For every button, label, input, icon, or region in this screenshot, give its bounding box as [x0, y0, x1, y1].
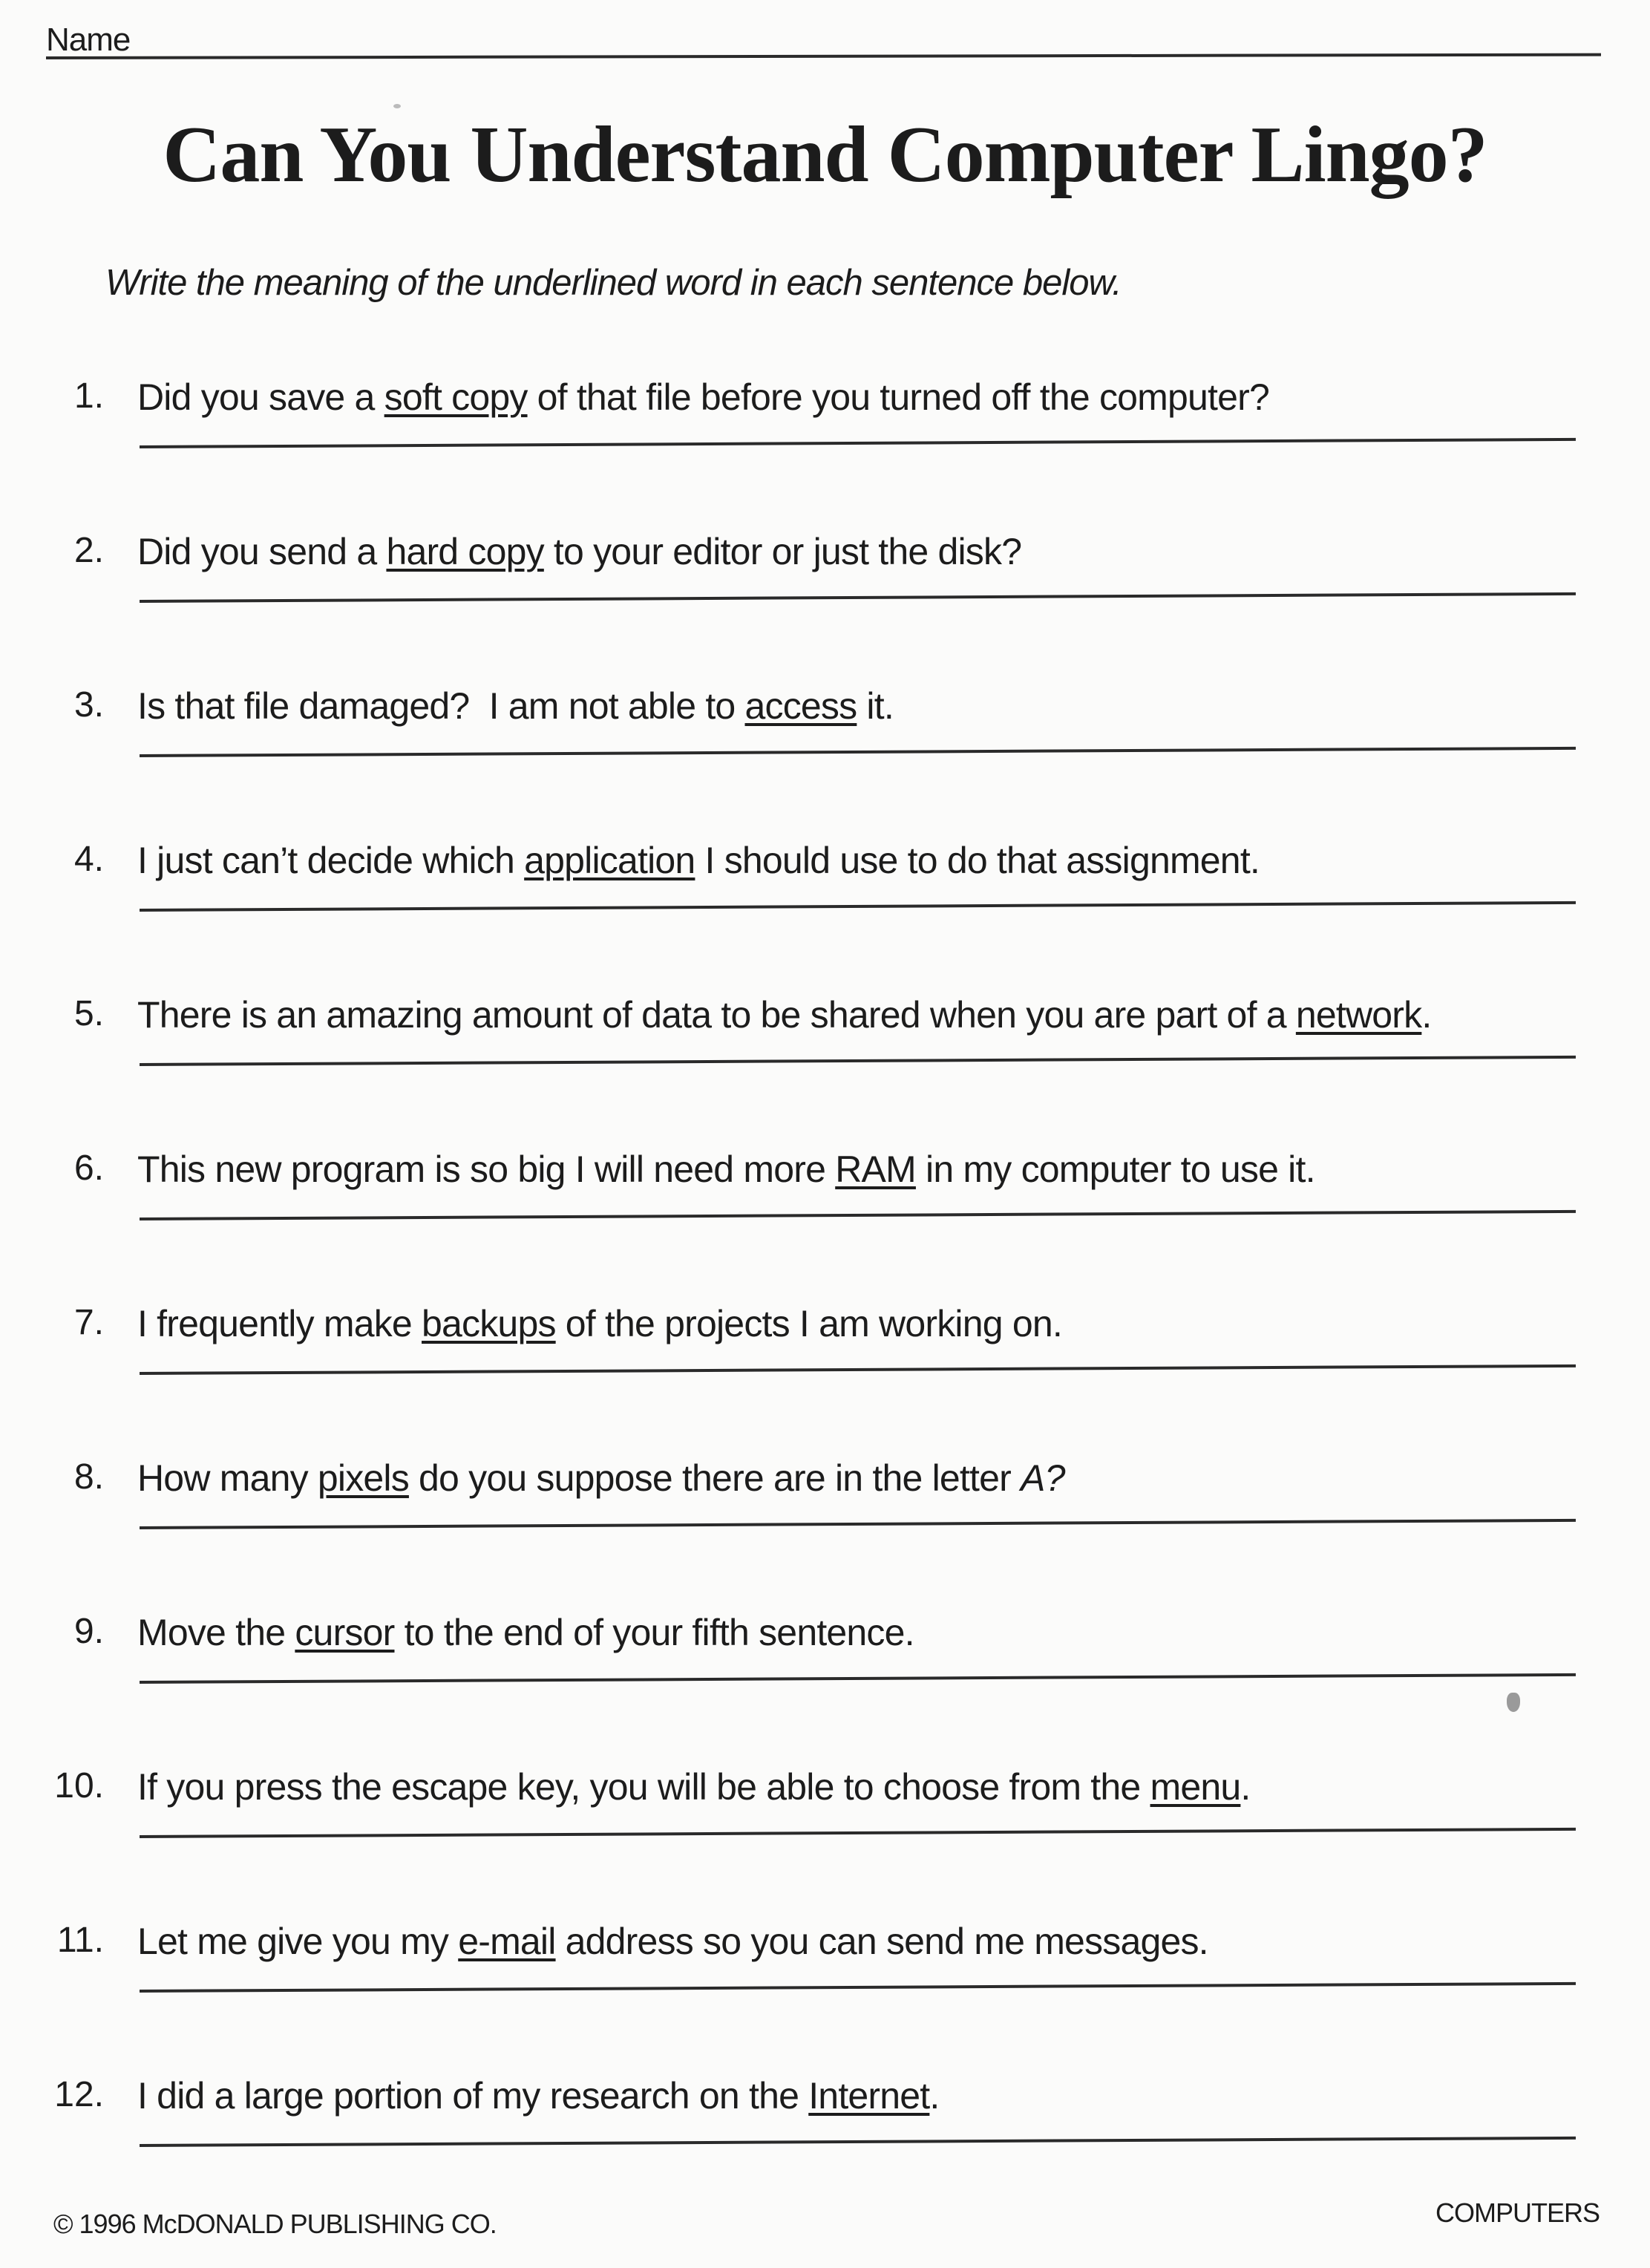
- answer-line[interactable]: [140, 1519, 1576, 1529]
- question-text-before: How many: [137, 1457, 318, 1499]
- question-text-before: I did a large portion of my research on the: [137, 2075, 809, 2117]
- question-text: [137, 1610, 914, 1655]
- question-text-after: to your editor or just the disk?: [543, 531, 1022, 572]
- answer-line[interactable]: [140, 901, 1576, 912]
- question-text: [137, 2073, 939, 2118]
- underlined-term: backups: [422, 1303, 556, 1344]
- answer-line[interactable]: [140, 1056, 1576, 1066]
- question-text-after: it.: [857, 685, 894, 727]
- question-item: [0, 1765, 1650, 1913]
- question-item: [0, 1919, 1650, 2068]
- underlined-term: soft copy: [384, 376, 528, 418]
- question-text-after: do you suppose there are in the letter: [408, 1457, 1021, 1499]
- question-text-after: address so you can send me messages.: [555, 1921, 1208, 1962]
- underlined-term: e-mail: [458, 1921, 556, 1962]
- question-number: 12.: [54, 2075, 104, 2114]
- question-text: [137, 1147, 1315, 1192]
- question-text: [137, 684, 894, 728]
- question-text-before: If you press the escape key, you will be able to choose from the: [137, 1766, 1150, 1808]
- answer-line[interactable]: [140, 2137, 1576, 2147]
- question-text-before: I just can’t decide which: [137, 840, 525, 881]
- underlined-term: Internet: [808, 2075, 930, 2117]
- scan-speck: [393, 104, 401, 108]
- question-item: [0, 529, 1650, 678]
- answer-line[interactable]: [140, 592, 1576, 603]
- underlined-term: network: [1295, 994, 1422, 1036]
- answer-line[interactable]: [140, 747, 1576, 757]
- question-text: [137, 529, 1021, 574]
- question-text-before: This new program is so big I will need more: [137, 1148, 836, 1190]
- question-item: [0, 375, 1650, 523]
- question-text-before: There is an amazing amount of data to be shared when you are part of a: [137, 994, 1296, 1036]
- name-label: Name: [46, 22, 131, 58]
- question-number: 4.: [73, 840, 104, 879]
- question-text-after: of the projects I am working on.: [555, 1303, 1062, 1344]
- underlined-term: RAM: [835, 1148, 916, 1190]
- question-item: [0, 1456, 1650, 1604]
- question-item: [0, 684, 1650, 832]
- instructions: Write the meaning of the underlined word in each sentence below.: [105, 263, 1122, 303]
- question-text-after: to the end of your fifth sentence.: [394, 1612, 914, 1653]
- underlined-term: access: [744, 685, 857, 727]
- question-number: 7.: [73, 1303, 104, 1342]
- question-text: [137, 993, 1431, 1037]
- answer-line[interactable]: [140, 1673, 1576, 1684]
- underlined-term: application: [524, 840, 695, 881]
- question-text: [137, 1919, 1208, 1964]
- question-item: [0, 2073, 1650, 2222]
- underlined-term: menu: [1150, 1766, 1241, 1808]
- question-text-after: in my computer to use it.: [915, 1148, 1315, 1190]
- underlined-term: cursor: [295, 1612, 395, 1653]
- question-text-before: Did you save a: [137, 376, 384, 418]
- question-number: 3.: [73, 685, 104, 725]
- italic-letter: A?: [1021, 1457, 1065, 1499]
- question-text: [137, 1456, 1065, 1500]
- question-number: 9.: [73, 1612, 104, 1651]
- answer-line[interactable]: [140, 1365, 1576, 1375]
- question-number: 5.: [73, 994, 104, 1033]
- question-item: [0, 838, 1650, 987]
- underlined-term: pixels: [317, 1457, 409, 1499]
- subject-label: COMPUTERS: [1435, 2197, 1600, 2228]
- question-text: [137, 838, 1260, 883]
- underlined-term: hard copy: [386, 531, 544, 572]
- question-text-before: Let me give you my: [137, 1921, 459, 1962]
- question-text: [137, 1765, 1250, 1809]
- question-number: 1.: [73, 376, 104, 416]
- copyright-notice: © 1996 McDONALD PUBLISHING CO.: [53, 2209, 497, 2239]
- question-number: 2.: [73, 531, 104, 570]
- question-number: 8.: [73, 1457, 104, 1497]
- question-number: 11.: [56, 1921, 104, 1960]
- question-text-after: I should use to do that assignment.: [695, 840, 1260, 881]
- question-text-after: .: [1421, 994, 1432, 1036]
- answer-line[interactable]: [140, 438, 1576, 448]
- question-text-before: Did you send a: [137, 531, 387, 572]
- worksheet-title: Can You Understand Computer Lingo?: [163, 111, 1487, 199]
- question-number: 6.: [73, 1148, 104, 1188]
- question-text-after: .: [1240, 1766, 1251, 1808]
- question-item: [0, 993, 1650, 1141]
- question-item: [0, 1147, 1650, 1295]
- answer-line[interactable]: [140, 1982, 1576, 1993]
- answer-line[interactable]: [140, 1828, 1576, 1838]
- question-text: [137, 1301, 1062, 1346]
- question-text-after: .: [929, 2075, 940, 2117]
- question-text-before: Is that file damaged? I am not able to: [137, 685, 745, 727]
- question-text-before: I frequently make: [137, 1303, 422, 1344]
- question-item: [0, 1610, 1650, 1759]
- question-number: 10.: [54, 1766, 104, 1805]
- question-text-after: of that file before you turned off the computer?: [527, 376, 1269, 418]
- question-item: [0, 1301, 1650, 1450]
- question-text: [137, 375, 1269, 419]
- scan-speck: [1507, 1693, 1520, 1712]
- question-text-before: Move the: [137, 1612, 295, 1653]
- answer-line[interactable]: [140, 1210, 1576, 1220]
